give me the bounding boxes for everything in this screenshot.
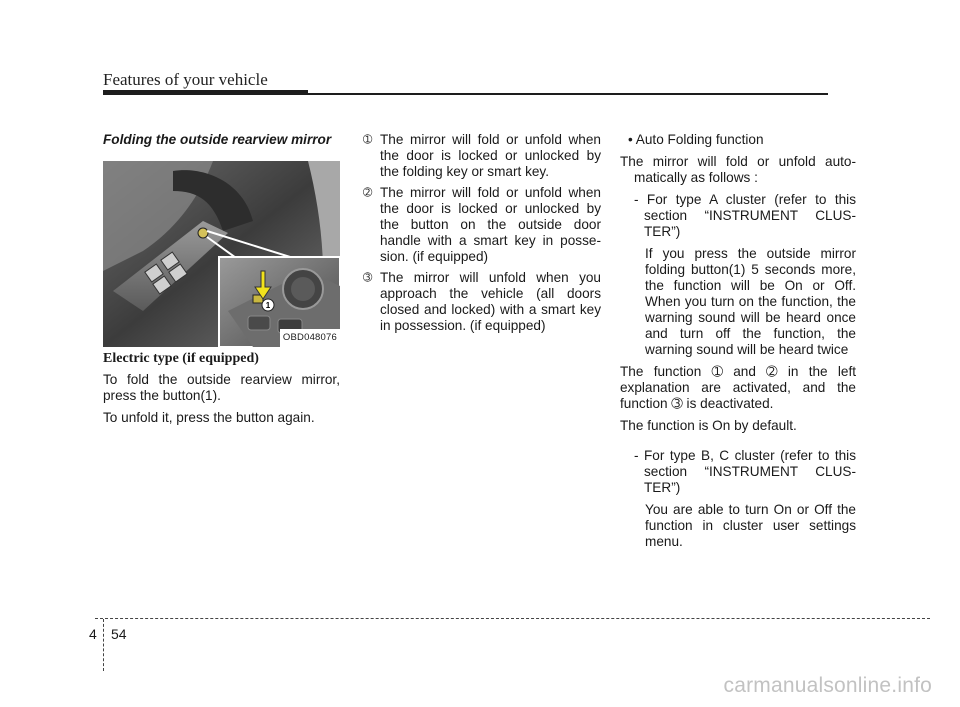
left-column xyxy=(103,132,340,432)
type-bc-heading xyxy=(620,448,856,496)
item-text: The mirror will unfold when you approach the vehicle (all doors closed and locked) with a smart key in possession. (if equipped) xyxy=(380,270,601,333)
footer-rule xyxy=(95,618,930,619)
right-column xyxy=(620,132,856,556)
callout-number: 1 xyxy=(265,301,271,310)
type-a-text: - For type A cluster (refer to this section “INSTRUMENT CLUS-TER”) xyxy=(634,192,856,239)
header-title: Features of your vehicle xyxy=(103,70,268,89)
function-note: The function ➀ and ➁ in the left explanation are activated, and the function ➂ is deactivated. xyxy=(620,364,856,411)
section-title: Folding the outside rearview mirror xyxy=(103,132,332,147)
numbered-item-1 xyxy=(361,132,601,180)
item-text: The mirror will fold or unfold when the door is locked or unlocked by the button on the outside door handle with a smart key in posse-sion. (if equipped) xyxy=(380,185,601,264)
default-note: The function is On by default. xyxy=(620,418,797,433)
footer-divider xyxy=(103,619,104,671)
figure-code: OBD048076 xyxy=(280,329,340,347)
intro-text: The mirror will fold or unfold auto-matically as follows : xyxy=(620,154,856,185)
mirror-button-figure xyxy=(103,161,340,347)
page-number: 54 xyxy=(111,626,127,642)
type-bc-detail: You are able to turn On or Off the function in cluster user settings menu. xyxy=(645,502,856,549)
watermark: carmanualsonline.info xyxy=(723,674,932,697)
item-text: The mirror will fold or unfold when the door is locked or unlocked by the folding key or smart key. xyxy=(380,132,601,179)
door-panel-photo xyxy=(103,161,340,347)
type-bc-text: - For type B, C cluster (refer to this section “INSTRUMENT CLUS-TER”) xyxy=(634,448,856,495)
bullet-auto-folding: • Auto Folding function xyxy=(628,132,764,147)
circled-number: ➁ xyxy=(363,187,373,199)
type-a-detail: If you press the outside mirror folding button(1) 5 seconds more, the function will be On or Off. When you turn on the function, the warning sound will be heard once and turn off the function, the warning sound will be heard twice xyxy=(645,246,856,357)
type-a-heading xyxy=(620,192,856,240)
middle-column xyxy=(361,132,601,339)
chapter-number: 4 xyxy=(89,626,97,642)
circled-number: ➀ xyxy=(363,134,373,146)
circled-number: ➂ xyxy=(363,272,373,284)
header-rule xyxy=(308,93,828,95)
numbered-item-2 xyxy=(361,185,601,265)
header-bar xyxy=(103,90,308,95)
numbered-item-3 xyxy=(361,270,601,334)
sub-heading: Electric type (if equipped) xyxy=(103,351,259,366)
instruction-fold: To fold the outside rearview mirror, press the button(1). xyxy=(103,372,340,403)
instruction-unfold: To unfold it, press the button again. xyxy=(103,410,315,425)
